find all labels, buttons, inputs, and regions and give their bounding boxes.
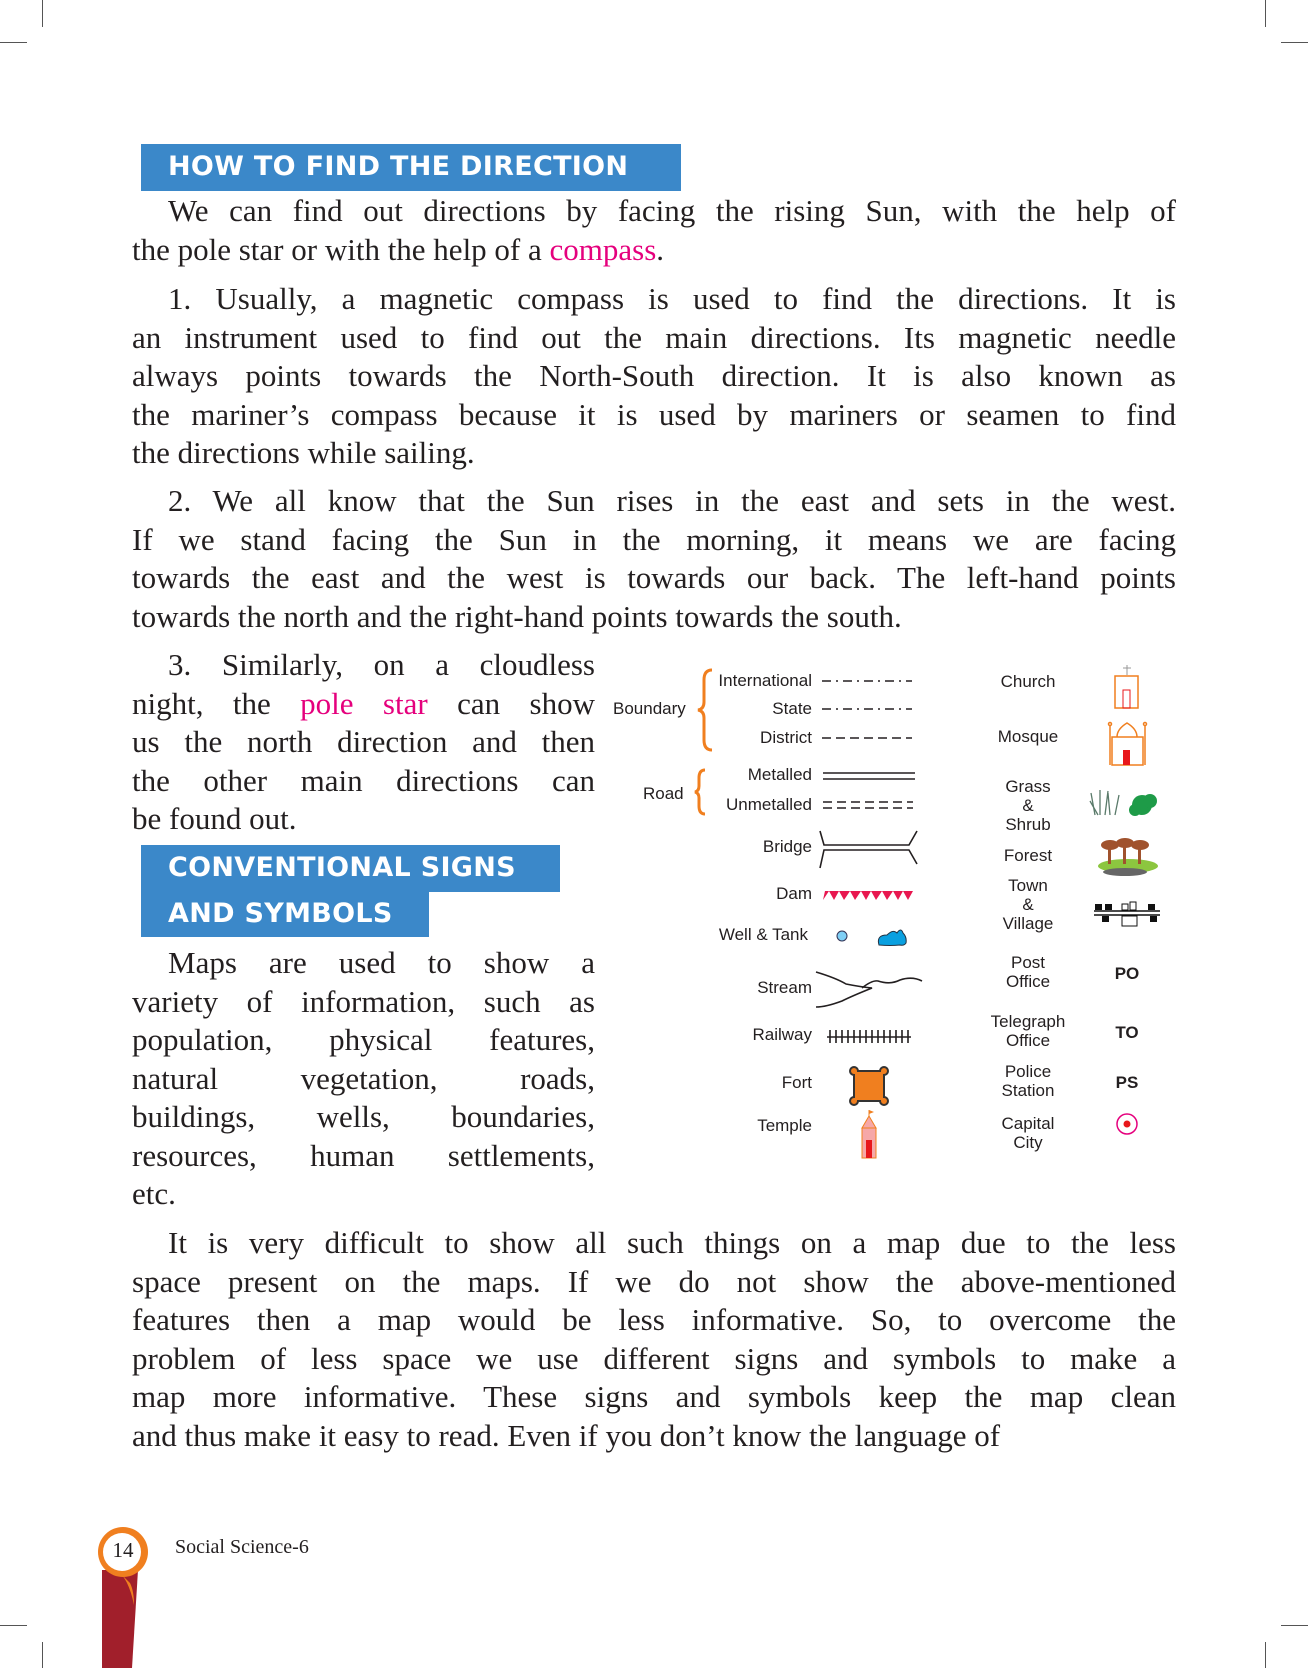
- text-line: features then a map would be less informative. So, to overcome the: [132, 1302, 1176, 1337]
- unmetalled-road-symbol: [823, 802, 913, 808]
- railway-symbol: [827, 1030, 911, 1043]
- text-line: be found out.: [132, 801, 297, 836]
- legend-label: Bridge: [762, 837, 812, 856]
- legend-label-line: Town: [1008, 875, 1048, 895]
- text-line: towards the north and the right-hand points towards the south.: [132, 598, 902, 634]
- text-line: It is very difficult to show all such things on a map due to the less: [168, 1225, 1176, 1260]
- metalled-road-symbol: [823, 773, 915, 779]
- police-station-symbol: PS: [1115, 1073, 1139, 1092]
- text-line: variety of information, such as: [132, 983, 595, 1019]
- stream-symbol: [816, 972, 922, 1007]
- fort-symbol: [850, 1067, 888, 1105]
- legend-label: Well & Tank: [718, 925, 808, 944]
- legend-label-line: Church: [1000, 671, 1056, 691]
- legend-label: State: [772, 699, 812, 718]
- text-line: us the north direction and then: [132, 724, 595, 759]
- text-line: always points towards the North-South direction. It is also known as: [132, 358, 1176, 393]
- legend-label: Stream: [757, 978, 812, 997]
- tank-symbol: [878, 930, 906, 946]
- legend-label-line: Shrub: [1005, 814, 1051, 834]
- legend-label: Metalled: [747, 765, 812, 784]
- legend-label: Dam: [776, 884, 812, 903]
- legend-label: District: [760, 728, 812, 747]
- text-line: space present on the maps. If we do not show the above-mentioned: [132, 1263, 1176, 1299]
- text-line: 2. We all know that the Sun rises in the east and sets in the west.: [168, 483, 1176, 518]
- legend-label-line: Telegraph: [990, 1012, 1066, 1031]
- legend-label-line: Office: [1005, 972, 1051, 991]
- bridge-symbol: [820, 831, 917, 868]
- legend-label-line: Forest: [1003, 845, 1053, 865]
- town-village-symbol: [1094, 902, 1160, 926]
- text-line: population, physical features,: [132, 1022, 595, 1057]
- text-line: the other main directions can: [132, 762, 595, 798]
- mosque-symbol: [1109, 723, 1147, 766]
- text-line: problem of less space we use different signs and symbols to make a: [132, 1340, 1176, 1376]
- text-line: 1. Usually, a magnetic compass is used to find the directions. It is: [168, 281, 1176, 316]
- temple-symbol: [862, 1110, 876, 1158]
- capital-city-symbol: [1117, 1114, 1137, 1134]
- section-heading-signs-line1: CONVENTIONAL SIGNS: [141, 845, 560, 892]
- text-line: towards the east and the west is towards our back. The left-hand points: [132, 560, 1176, 595]
- legend-group-boundary: Boundary: [613, 699, 686, 718]
- legend-label-line: Grass: [1005, 776, 1051, 796]
- highlighted-term: pole star: [300, 685, 428, 721]
- legend-label-line: &: [1022, 894, 1034, 914]
- text-line: the mariner’s compass because it is used by mariners or seamen to find: [132, 396, 1176, 432]
- text-line: etc.: [132, 1176, 176, 1211]
- highlighted-term: compass: [549, 231, 657, 267]
- legend-label: International: [718, 671, 812, 690]
- legend-label-line: Office: [1005, 1031, 1051, 1050]
- section-heading-direction: HOW TO FIND THE DIRECTION: [141, 144, 681, 191]
- forest-icon: [1098, 838, 1158, 876]
- text-line: the directions while sailing.: [132, 435, 475, 470]
- well-symbol: [837, 931, 847, 941]
- dam-symbol: [823, 891, 913, 900]
- text-line: Maps are used to show a: [168, 945, 595, 980]
- text-line: We can find out directions by facing the rising Sun, with the help of: [168, 193, 1176, 228]
- text-line: an instrument used to find out the main directions. Its magnetic needle: [132, 319, 1176, 355]
- legend-label: Unmetalled: [726, 795, 812, 814]
- text-segment: night, the: [132, 685, 301, 721]
- road-brace-icon: [695, 770, 705, 814]
- text-line: natural vegetation, roads,: [132, 1060, 595, 1096]
- legend-label: Temple: [757, 1116, 812, 1135]
- legend-label-line: Capital: [1001, 1114, 1055, 1133]
- legend-label-line: &: [1022, 795, 1034, 815]
- text-line: and thus make it easy to read. Even if you don’t know the language of: [132, 1417, 1001, 1453]
- legend-label-line: Village: [1002, 913, 1054, 933]
- text-line: If we stand facing the Sun in the morning, it means we are facing: [132, 521, 1176, 557]
- section-heading-signs-line2: AND SYMBOLS: [141, 891, 429, 937]
- post-office-symbol: PO: [1114, 964, 1140, 983]
- text-line: buildings, wells, boundaries,: [132, 1099, 595, 1134]
- page-number: 14: [112, 1538, 134, 1562]
- church-symbol: [1115, 665, 1138, 708]
- legend-label-line: Police: [1004, 1062, 1052, 1081]
- legend-label: Fort: [781, 1073, 812, 1092]
- legend-label-line: Mosque: [997, 726, 1059, 746]
- legend-label-line: Post: [1010, 953, 1046, 972]
- legend-label-line: City: [1013, 1133, 1043, 1152]
- text-line: map more informative. These signs and symbols keep the map clean: [132, 1379, 1176, 1414]
- text-line: 3. Similarly, on a cloudless: [168, 647, 595, 682]
- legend-label-line: Station: [1001, 1081, 1055, 1100]
- text-segment: the pole star or with the help of a: [132, 231, 550, 267]
- boundary-brace-icon: [698, 670, 712, 750]
- telegraph-office-symbol: TO: [1115, 1023, 1139, 1042]
- grass-shrub-icon: [1090, 790, 1157, 816]
- text-line: resources, human settlements,: [132, 1137, 595, 1173]
- text-segment: .: [656, 231, 665, 267]
- text-segment: can show: [427, 685, 595, 721]
- legend-group-road: Road: [643, 784, 684, 803]
- book-title: Social Science-6: [175, 1536, 309, 1558]
- legend-label: Railway: [752, 1025, 812, 1044]
